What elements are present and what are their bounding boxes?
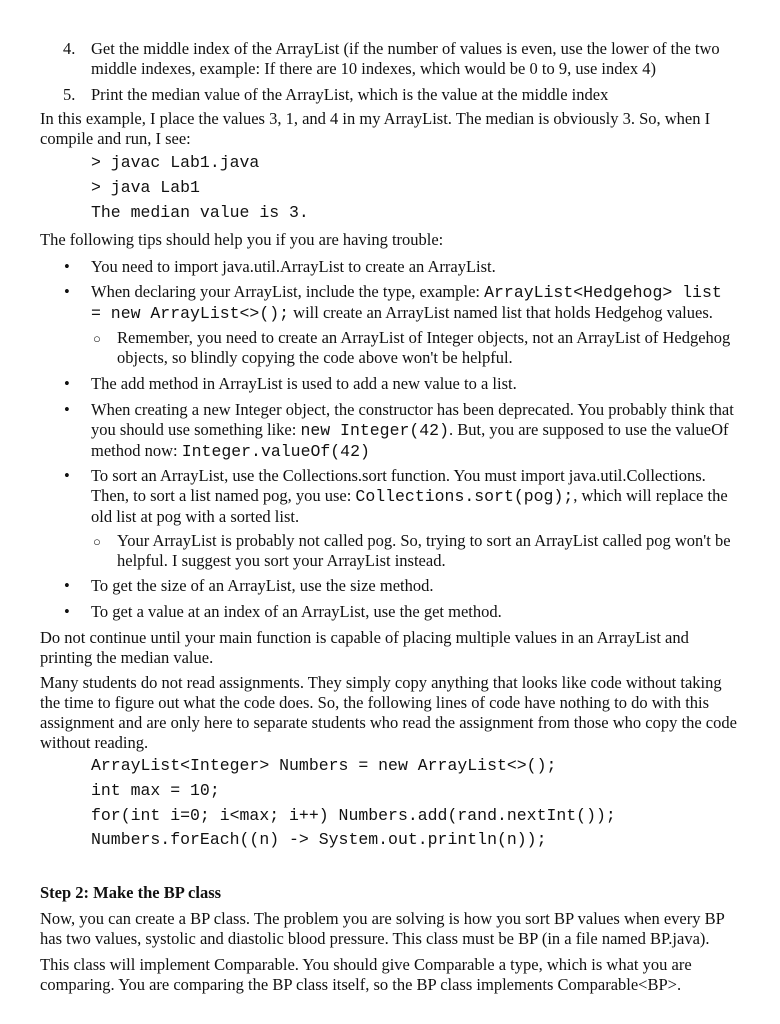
- bullet-icon: •: [64, 466, 70, 485]
- numbered-step-text: Print the median value of the ArrayList, which is the value at the middle index: [91, 85, 609, 104]
- step2-paragraph: This class will implement Comparable. You should give Comparable a type, which is what you are comparing. You are comparing the BP class itself, so the BP class implements Comparable<BP>.: [40, 955, 692, 994]
- tip-item: You need to import java.util.ArrayList to create an ArrayList.: [91, 257, 496, 276]
- tip-item: To get the size of an ArrayList, use the size method.: [91, 576, 434, 595]
- sub-bullet-icon: ○: [93, 534, 101, 549]
- tip-subitem: Remember, you need to create an ArrayList of Integer objects, not an ArrayList of Hedgehog objects, so blindly copying the code above won't be helpful.: [117, 328, 731, 367]
- numbered-step-text: Get the middle index of the ArrayList (if the number of values is even, use the lower of the two middle indexes, example: If there are 10 indexes, which would be 0 to 9, use index 4): [91, 39, 720, 78]
- bullet-icon: •: [64, 282, 70, 301]
- bullet-icon: •: [64, 374, 70, 393]
- step2-paragraph: Now, you can create a BP class. The problem you are solving is how you sort BP values when every BP has two values, systolic and diastolic blood pressure. This class must be BP (in a file named BP.java).: [40, 909, 725, 948]
- continue-note: Do not continue until your main function is capable of placing multiple values in an ArrayList and printing the median value.: [40, 628, 689, 667]
- inline-code: Collections.sort(pog);: [355, 487, 574, 506]
- console-line: The median value is 3.: [91, 203, 309, 222]
- section-heading: Step 2: Make the BP class: [40, 883, 222, 902]
- tip-item: [91, 466, 741, 527]
- inline-code: ArrayList<Hedgehog> list = new ArrayList<>();: [91, 283, 722, 323]
- bullet-icon: •: [64, 576, 70, 595]
- tip-item: [91, 400, 741, 462]
- decoy-code-line: Numbers.forEach((n) -> System.out.println(n));: [91, 830, 547, 849]
- tip-text: When creating a new Integer object, the constructor has been deprecated. You probably think that you should use something like:: [91, 400, 734, 439]
- example-intro: In this example, I place the values 3, 1, and 4 in my ArrayList. The median is obviously 3. So, when I compile and run, I see:: [40, 109, 711, 148]
- decoy-code-line: for(int i=0; i<max; i++) Numbers.add(rand.nextInt());: [91, 806, 616, 825]
- tip-subitem: Your ArrayList is probably not called pog. So, trying to sort an ArrayList called pog won't be helpful. I suggest you sort your ArrayList instead.: [117, 531, 731, 570]
- step-number: 4.: [63, 39, 76, 58]
- tip-text: will create an ArrayList named list that holds Hedgehog values.: [289, 303, 713, 322]
- console-line: > java Lab1: [91, 178, 200, 197]
- tip-item: To get a value at an index of an ArrayList, use the get method.: [91, 602, 502, 621]
- tip-text: , which will replace the old list at pog with a sorted list.: [91, 486, 728, 526]
- sub-bullet-icon: ○: [93, 331, 101, 346]
- inline-code: Integer.valueOf(42): [181, 442, 370, 461]
- step-number: 5.: [63, 85, 76, 104]
- tip-text: . But, you are supposed to use the valueOf method now:: [91, 420, 729, 460]
- tip-text: To sort an ArrayList, use the Collections.sort function. You must import java.util.Collections. Then, to sort a list named pog, you use:: [91, 466, 706, 505]
- bullet-icon: •: [64, 400, 70, 419]
- decoy-code-line: ArrayList<Integer> Numbers = new ArrayList<>();: [91, 756, 557, 775]
- tips-intro: The following tips should help you if you are having trouble:: [40, 230, 444, 249]
- decoy-code-line: int max = 10;: [91, 781, 220, 800]
- inline-code: new Integer(42): [300, 421, 449, 440]
- warning-paragraph: Many students do not read assignments. They simply copy anything that looks like code without taking the time to figure out what the code does. So, the following lines of code have nothing to do with this assignment and are only here to separate students who read the assignment from those who copy the code without reading.: [40, 673, 737, 752]
- console-line: > javac Lab1.java: [91, 153, 260, 172]
- tip-text: When declaring your ArrayList, include the type, example:: [91, 282, 485, 301]
- tip-item: [91, 282, 741, 324]
- tip-item: The add method in ArrayList is used to add a new value to a list.: [91, 374, 517, 393]
- bullet-icon: •: [64, 602, 70, 621]
- bullet-icon: •: [64, 257, 70, 276]
